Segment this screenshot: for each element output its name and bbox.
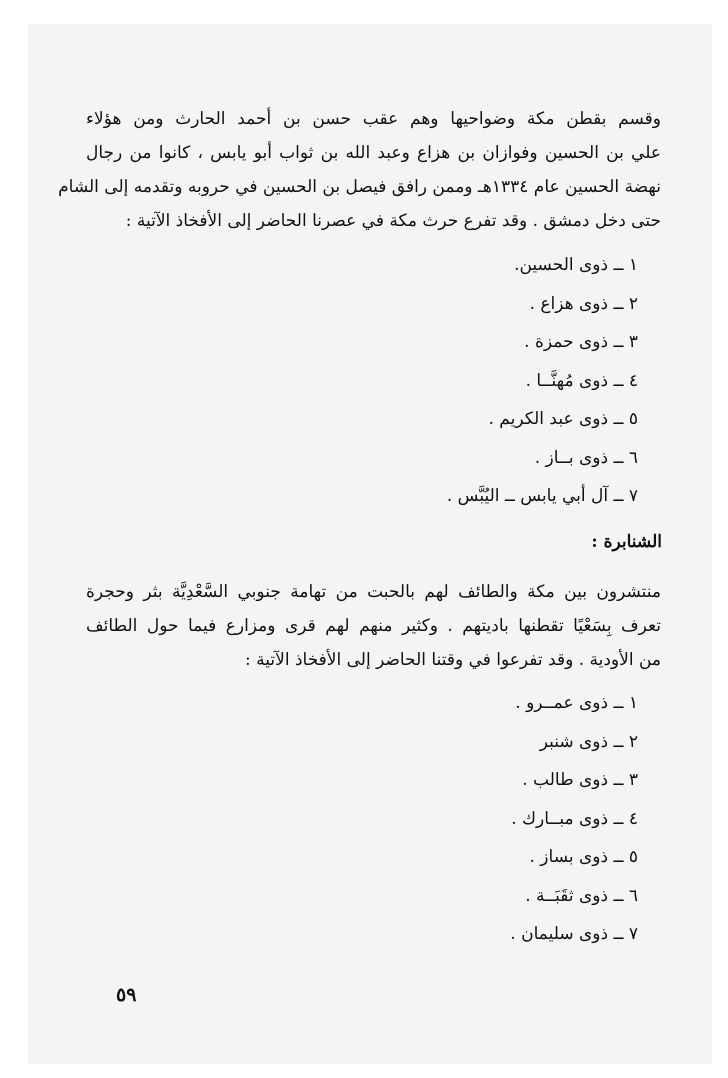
section-heading-shanabira: الشنابرة :	[591, 532, 662, 552]
list-item: ٢ ــ ذوى شنبر	[539, 731, 638, 752]
branch-list-harth	[447, 246, 638, 516]
list-item: ٧ ــ ذوى سليمان .	[510, 924, 638, 944]
paragraph-line: وقسم بقطن مكة وضواحيها وهم عقب حسن بن أحمد الحارث ومن هؤلاء	[86, 109, 661, 129]
list-item: ١ ــ ذوى عمــرو .	[515, 693, 638, 713]
paragraph-line: علي بن الحسين وفوازان بن هزاع وعبد الله بن ثواب أبو يابس ، كانوا من رجال	[86, 143, 661, 163]
page-number: ٥٩	[116, 984, 137, 1006]
paragraph-line: تعرف بِسَعْيًا تقطنها باديتهم . وكثير منهم لهم قرى ومزارع فيما حول الطائف	[86, 616, 661, 636]
list-item: ١ ــ ذوى الحسين.	[514, 255, 638, 275]
list-item: ٤ ــ ذوى مُهنَّــا .	[525, 370, 638, 391]
list-item: ٥ ــ ذوى عبد الكريم .	[488, 409, 638, 429]
paragraph-makkah-harth	[58, 102, 661, 238]
list-item: ٧ ــ آل أبي يابس ــ اليُبَّس .	[446, 486, 638, 506]
list-item: ٣ ــ ذوى حمزة .	[524, 332, 638, 352]
paragraph-line: من الأودية . وقد تفرعوا في وقتنا الحاضر إلى الأفخاذ الآتية :	[245, 650, 661, 670]
list-item: ٦ ــ ذوى بــاز .	[534, 447, 638, 468]
list-item: ٦ ــ ذوى ثقَبَــة .	[525, 885, 638, 906]
list-item: ٤ ــ ذوى مبــارك .	[511, 808, 638, 829]
paragraph-shanabira	[86, 575, 661, 677]
paragraph-line: نهضة الحسين عام ١٣٣٤هـ وممن رافق فيصل بن الحسين في حروبه وتقدمه إلى الشام	[58, 177, 661, 197]
list-item: ٣ ــ ذوى طالب .	[522, 770, 638, 790]
list-item: ٥ ــ ذوى بساز .	[529, 847, 638, 867]
list-item: ٢ ــ ذوى هزاع .	[529, 293, 638, 314]
paragraph-line: منتشرون بين مكة والطائف لهم بالحبت من تهامة جنوبي السَّعْدِيَّة بثر وحجرة	[86, 582, 661, 602]
branch-list-shanabira	[510, 684, 638, 954]
paragraph-line: حتى دخل دمشق . وقد تفرع حرث مكة في عصرنا الحاضر إلى الأفخاذ الآتية :	[125, 211, 661, 231]
book-page	[28, 24, 712, 1064]
